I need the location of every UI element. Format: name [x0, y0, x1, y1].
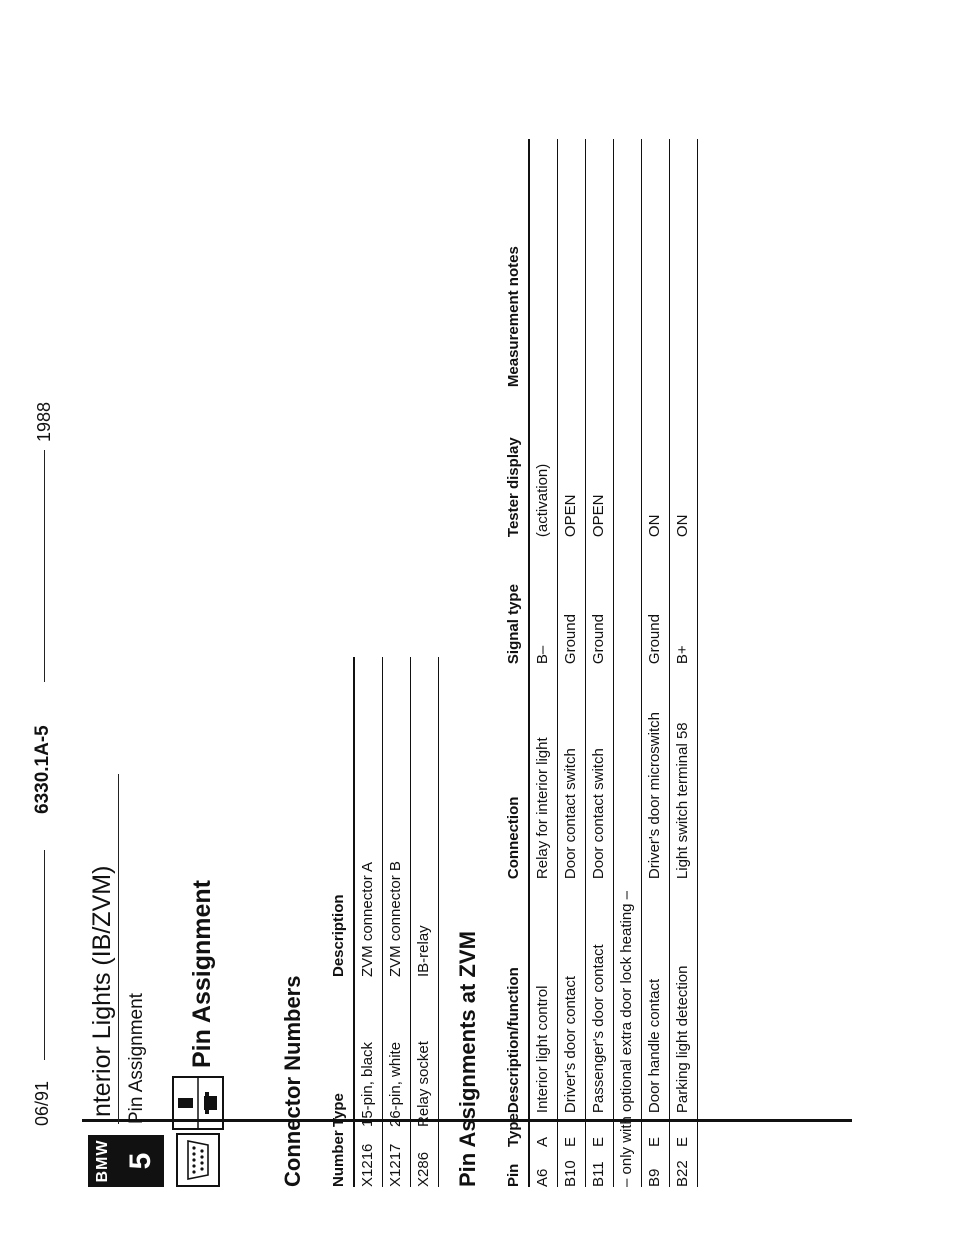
table-cell: B–	[534, 645, 551, 665]
table-cell: A6	[534, 1168, 551, 1187]
header-year: 1988	[34, 401, 54, 442]
table-header-row	[505, 139, 529, 1187]
title-rule	[118, 774, 119, 1124]
pin-assignments-table	[505, 139, 698, 1187]
table-cell: 26-pin, white	[387, 1041, 404, 1127]
model-box: 5	[118, 1135, 164, 1187]
table-cell: Door contact switch	[562, 748, 579, 880]
table-cell: OPEN	[562, 494, 579, 538]
table-cell: Relay socket	[415, 1041, 432, 1127]
column-header: Description	[330, 894, 347, 977]
table-cell: IB-relay	[415, 925, 432, 977]
table-cell: ON	[674, 514, 691, 538]
table-row	[642, 139, 670, 1187]
table-cell: ZVM connector B	[387, 861, 404, 977]
table-cell: X1216	[359, 1143, 376, 1187]
connector-numbers-title: Connector Numbers	[280, 975, 305, 1187]
table-cell: Door handle contact	[646, 978, 663, 1114]
table-cell: Driver's door microswitch	[646, 712, 663, 880]
table-cell: B+	[674, 645, 691, 665]
table-cell	[529, 139, 558, 387]
header-date: 06/91	[32, 1080, 52, 1126]
table-cell: ZVM connector A	[359, 861, 376, 977]
column-header: Type	[330, 1093, 347, 1127]
table-cell: X286	[415, 1151, 432, 1187]
table-cell: OPEN	[590, 494, 607, 538]
table-row	[411, 657, 439, 1187]
page-title: Interior Lights (IB/ZVM)	[88, 865, 116, 1124]
table-row	[586, 139, 614, 1187]
disconnect-icon	[172, 1076, 224, 1130]
table-cell: Parking light detection	[674, 965, 691, 1114]
table-cell	[642, 139, 670, 387]
column-header: Measurement notes	[505, 246, 522, 388]
table-note: – only with optional extra door lock heating –	[618, 890, 635, 1187]
table-cell: B11	[590, 1161, 607, 1187]
header-rule-left	[44, 850, 45, 1060]
column-header: Connection	[505, 796, 522, 880]
column-header: Signal type	[505, 584, 522, 665]
table-row	[354, 657, 383, 1187]
table-cell: X1217	[387, 1143, 404, 1187]
table-cell: E	[562, 1136, 579, 1147]
column-header: Number	[330, 1130, 347, 1187]
pin-assignments-title: Pin Assignments at ZVM	[455, 931, 480, 1187]
table-cell: Light switch terminal 58	[674, 722, 691, 880]
table-row	[558, 139, 586, 1187]
page-subtitle: Pin Assignment	[126, 993, 147, 1124]
table-cell: Passenger's door contact	[590, 944, 607, 1114]
table-row	[529, 139, 558, 1187]
brand-box: BMW	[88, 1135, 118, 1187]
table-cell: Door contact switch	[590, 748, 607, 880]
header-doc-code: 6330.1A-5	[32, 725, 53, 814]
connector-numbers-table	[330, 657, 439, 1187]
table-cell	[670, 139, 698, 387]
table-cell: Ground	[646, 614, 663, 665]
table-header-row	[330, 657, 354, 1187]
connector-icon	[176, 1133, 220, 1187]
table-cell: B9	[646, 1168, 663, 1187]
table-row	[670, 139, 698, 1187]
table-row	[383, 657, 411, 1187]
header-rule-right	[44, 450, 45, 682]
table-cell: B10	[562, 1160, 579, 1187]
table-cell: (activation)	[534, 463, 551, 538]
table-cell: E	[674, 1136, 691, 1147]
table-cell: Relay for interior light	[534, 737, 551, 880]
table-cell	[558, 139, 586, 387]
table-cell: E	[590, 1136, 607, 1147]
column-header: Tester display	[505, 437, 522, 538]
column-header: Description/function	[505, 967, 522, 1114]
table-cell: Ground	[590, 614, 607, 665]
column-header: Type	[505, 1113, 522, 1147]
table-note-row	[614, 139, 642, 1187]
table-cell: Interior light control	[534, 985, 551, 1114]
table-cell: Ground	[562, 614, 579, 665]
column-header: Pin	[505, 1163, 522, 1187]
table-cell: 15-pin, black	[359, 1041, 376, 1127]
table-cell: B22	[674, 1160, 691, 1187]
table-cell: E	[646, 1136, 663, 1147]
table-cell: Driver's door contact	[562, 976, 579, 1114]
section-heading: Pin Assignment	[188, 880, 216, 1068]
table-cell	[586, 139, 614, 387]
table-cell: ON	[646, 514, 663, 538]
table-cell: A	[534, 1136, 551, 1147]
